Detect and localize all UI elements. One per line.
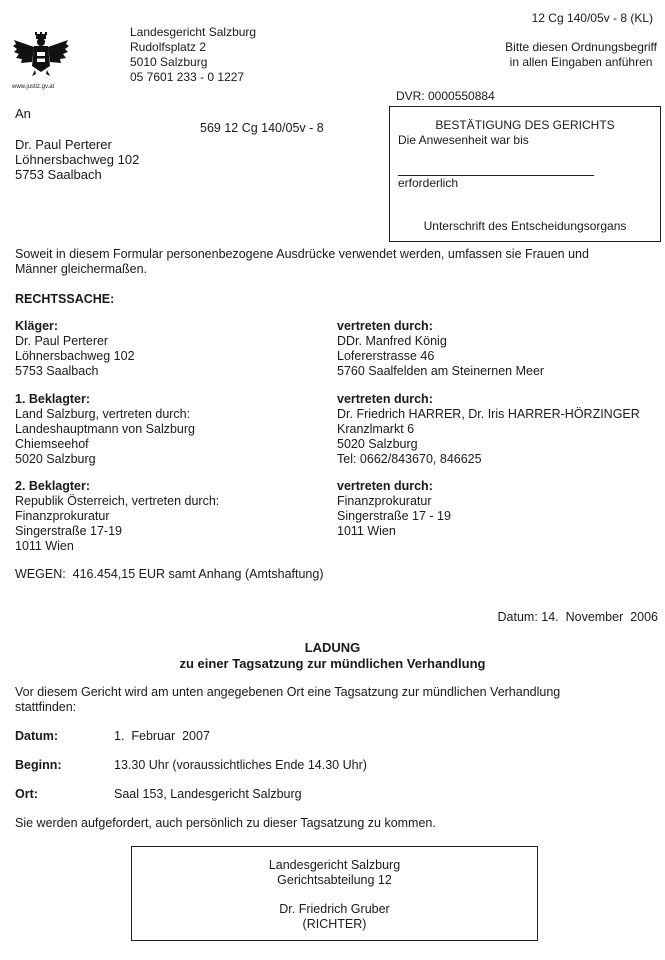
defendant2-block <box>15 479 219 554</box>
signature-judge-title: (RICHTER) <box>302 917 367 931</box>
defendant2-rep-label: vertreten durch: <box>337 479 433 493</box>
document-date: Datum: 14. November 2006 <box>497 610 658 624</box>
case-title: RECHTSSACHE: <box>15 292 115 306</box>
defendant1-block <box>15 392 195 467</box>
summons-intro-line1: Vor diesem Gericht wird am unten angegebenen Ort eine Tagsatzung zur mündlichen Verhandlung <box>15 685 561 699</box>
judge-signature-box <box>131 846 538 941</box>
recipient-street: Löhnersbachweg 102 <box>15 152 140 167</box>
gender-notice <box>15 247 589 277</box>
logo-url: www.justiz.gv.at <box>12 84 55 90</box>
defendant2-representative-block <box>337 479 451 539</box>
plaintiff-representative-block <box>337 319 544 379</box>
plaintiff-line: Löhnersbachweg 102 <box>15 349 135 363</box>
court-phone: 05 7601 233 - 0 1227 <box>130 70 245 84</box>
summons-title: LADUNG <box>304 640 361 655</box>
recipient-file-number: 569 12 Cg 140/05v - 8 <box>200 121 324 135</box>
court-name: Landesgericht Salzburg <box>130 25 257 39</box>
defendant1-line: 5020 Salzburg <box>15 452 96 466</box>
recipient-name: Dr. Paul Perterer <box>15 137 112 152</box>
defendant2-rep-line: 1011 Wien <box>337 524 396 538</box>
gender-notice-line2: Männer gleichermaßen. <box>15 262 148 276</box>
defendant1-rep-line: Tel: 0662/843670, 846625 <box>337 452 482 466</box>
reference-note <box>505 40 657 70</box>
confirmation-line1: Die Anwesenheit war bis <box>398 133 529 147</box>
defendant2-line: Singerstraße 17-19 <box>15 524 123 538</box>
confirmation-line2: erforderlich <box>398 176 459 190</box>
defendant1-line: Chiemseehof <box>15 437 89 451</box>
plaintiff-rep-line: 5760 Saalfelden am Steinernen Meer <box>337 364 545 378</box>
recipient-address <box>15 137 139 182</box>
hearing-date-label: Datum: <box>15 729 59 743</box>
hearing-date-value: 1. Februar 2007 <box>114 729 210 743</box>
signature-judge-name: Dr. Friedrich Gruber <box>279 902 390 916</box>
defendant1-line: Landeshauptmann von Salzburg <box>15 422 195 436</box>
plaintiff-rep-line: DDr. Manfred König <box>337 334 447 348</box>
defendant1-representative-block <box>337 392 640 467</box>
reference-number: 12 Cg 140/05v - 8 (KL) <box>531 11 653 25</box>
plaintiff-line: Dr. Paul Perterer <box>15 334 109 348</box>
defendant2-line: Republik Österreich, vertreten durch: <box>15 494 220 508</box>
defendant1-rep-line: Kranzlmarkt 6 <box>337 422 415 436</box>
defendant2-line: 1011 Wien <box>15 539 74 553</box>
court-city: 5010 Salzburg <box>130 55 208 69</box>
recipient-to-label: An <box>15 106 31 121</box>
defendant2-rep-line: Singerstraße 17 - 19 <box>337 509 451 523</box>
defendant2-rep-line: Finanzprokuratur <box>337 494 432 508</box>
hearing-place-label: Ort: <box>15 787 38 801</box>
summons-intro-line2: stattfinden: <box>15 700 77 714</box>
dvr-number: DVR: 0000550884 <box>396 89 495 103</box>
signature-court-name: Landesgericht Salzburg <box>268 858 401 872</box>
summons-subtitle: zu einer Tagsatzung zur mündlichen Verhandlung <box>179 656 486 671</box>
hearing-start-label: Beginn: <box>15 758 62 772</box>
defendant1-rep-line: Dr. Friedrich HARRER, Dr. Iris HARRER-HÖRZINGER <box>337 407 640 421</box>
reference-note-line2: in allen Eingaben anführen <box>509 55 653 69</box>
hearing-start-value: 13.30 Uhr (voraussichtliches Ende 14.30 Uhr) <box>114 758 367 772</box>
confirmation-title: BESTÄTIGUNG DES GERICHTS <box>435 118 615 132</box>
subject-line: WEGEN: 416.454,15 EUR samt Anhang (Amtshaftung) <box>15 567 324 581</box>
hearing-place-value: Saal 153, Landesgericht Salzburg <box>114 787 302 801</box>
court-street: Rudolfsplatz 2 <box>130 40 207 54</box>
court-address <box>130 25 256 85</box>
defendant1-line: Land Salzburg, vertreten durch: <box>15 407 191 421</box>
eagle-emblem-icon <box>12 32 70 78</box>
defendant1-rep-line: 5020 Salzburg <box>337 437 418 451</box>
defendant2-label: 2. Beklagter: <box>15 479 91 493</box>
defendant1-rep-label: vertreten durch: <box>337 392 433 406</box>
plaintiff-line: 5753 Saalbach <box>15 364 99 378</box>
confirmation-signature: Unterschrift des Entscheidungsorgans <box>423 219 627 233</box>
attendance-request: Sie werden aufgefordert, auch persönlich zu dieser Tagsatzung zu kommen. <box>15 816 436 830</box>
defendant2-line: Finanzprokuratur <box>15 509 110 523</box>
plaintiff-rep-line: Lofererstrasse 46 <box>337 349 435 363</box>
recipient-city: 5753 Saalbach <box>15 167 102 182</box>
reference-note-line1: Bitte diesen Ordnungsbegriff <box>505 40 657 54</box>
signature-department: Gerichtsabteilung 12 <box>277 873 392 887</box>
court-confirmation-box <box>389 106 661 242</box>
plaintiff-rep-label: vertreten durch: <box>337 319 433 333</box>
austrian-eagle-logo <box>12 32 70 90</box>
plaintiff-block <box>15 319 135 379</box>
gender-notice-line1: Soweit in diesem Formular personenbezogene Ausdrücke verwendet werden, umfassen sie Frauen und <box>15 247 589 261</box>
defendant1-label: 1. Beklagter: <box>15 392 91 406</box>
plaintiff-label: Kläger: <box>15 319 59 333</box>
summons-intro <box>15 685 560 715</box>
